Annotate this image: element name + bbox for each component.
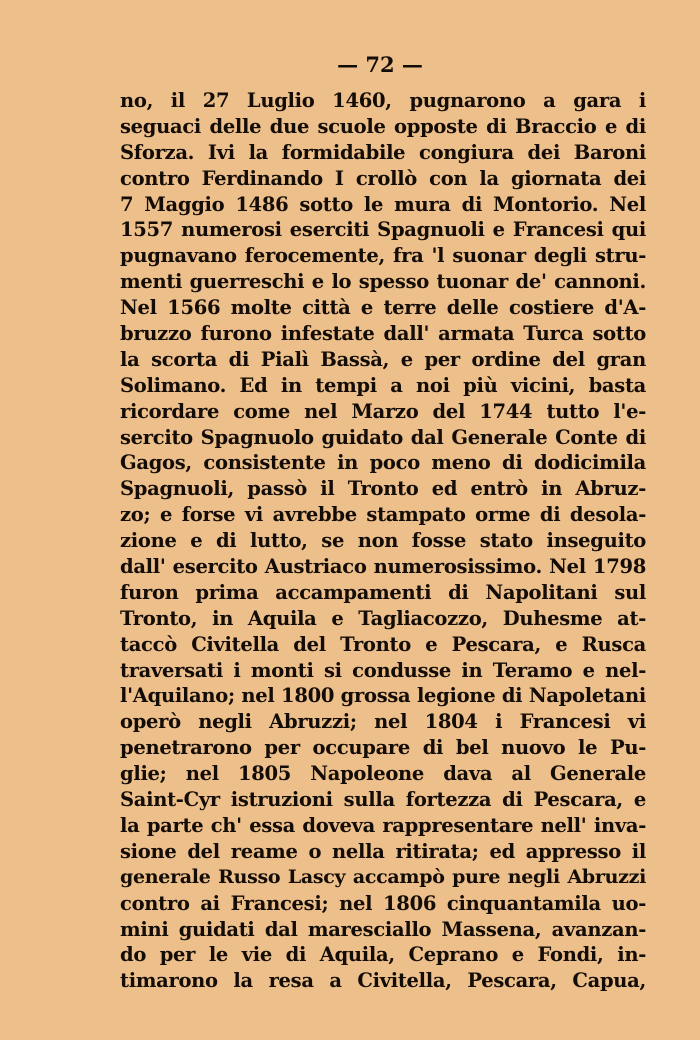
text-line: penetrarono per occupare di bel nuovo le Pu- [120, 736, 646, 760]
text-line: contro ai Francesi; nel 1806 cinquantamila uo- [120, 891, 646, 915]
text-line: timarono la resa a Civitella, Pescara, Capua, [120, 969, 646, 993]
body-text [120, 88, 646, 994]
text-line: l'Aquilano; nel 1800 grossa legione di Napoletani [120, 684, 646, 708]
text-line: Saint-Cyr istruzioni sulla fortezza di Pescara, e [120, 788, 646, 812]
text-line: furon prima accampamenti di Napolitani sul [120, 580, 646, 604]
text-line: Nel 1566 molte città e terre delle costiere d'A- [120, 296, 646, 320]
text-line: Sforza. Ivi la formidabile congiura dei Baroni [120, 140, 646, 164]
text-line: operò negli Abruzzi; nel 1804 i Francesi vi [120, 710, 646, 734]
text-line: generale Russo Lascy accampò pure negli Abruzzi [120, 865, 646, 888]
text-line: zione e di lutto, se non fosse stato inseguito [120, 529, 646, 553]
text-line: mini guidati dal maresciallo Massena, avanzan- [120, 917, 646, 941]
text-line: bruzzo furono infestate dall' armata Turca sotto [120, 322, 646, 346]
text-line: pugnavano ferocemente, fra 'l suonar degli stru- [120, 244, 646, 268]
text-line: seguaci delle due scuole opposte di Braccio e di [120, 114, 646, 138]
text-line: Gagos, consistente in poco meno di dodicimila [120, 451, 646, 475]
text-line: do per le vie di Aquila, Ceprano e Fondi, in- [120, 943, 646, 967]
text-line: 7 Maggio 1486 sotto le mura di Montorio. Nel [120, 192, 646, 216]
text-line: la parte ch' essa doveva rappresentare nell' inva- [120, 813, 646, 837]
text-line: Solimano. Ed in tempi a noi più vicini, basta [120, 373, 646, 397]
text-line: menti guerreschi e lo spesso tuonar de' cannoni. [120, 270, 646, 294]
text-line: Spagnuoli, passò il Tronto ed entrò in Abruz- [120, 477, 646, 501]
text-line: glie; nel 1805 Napoleone dava al Generale [120, 762, 646, 786]
text-line: contro Ferdinando I crollò con la giornata dei [120, 166, 646, 190]
text-line: 1557 numerosi eserciti Spagnuoli e Francesi qui [120, 218, 646, 242]
text-line: taccò Civitella del Tronto e Pescara, e Rusca [120, 632, 646, 656]
text-line: ricordare come nel Marzo del 1744 tutto l'e- [120, 399, 646, 423]
text-line: zo; e forse vi avrebbe stampato orme di desola- [120, 503, 646, 527]
text-line: la scorta di Pialì Bassà, e per ordine del gran [120, 347, 646, 371]
text-line: Tronto, in Aquila e Tagliacozzo, Duhesme at- [120, 606, 646, 630]
text-line: sercito Spagnuolo guidato dal Generale Conte di [120, 425, 646, 449]
text-line: traversati i monti si condusse in Teramo e nel- [120, 658, 646, 682]
text-line: dall' esercito Austriaco numerosissimo. Nel 1798 [120, 555, 646, 579]
text-line: sione del reame o nella ritirata; ed appresso il [120, 839, 646, 863]
text-line: no, il 27 Luglio 1460, pugnarono a gara i [120, 89, 646, 112]
page-number: — 72 — [337, 52, 423, 77]
